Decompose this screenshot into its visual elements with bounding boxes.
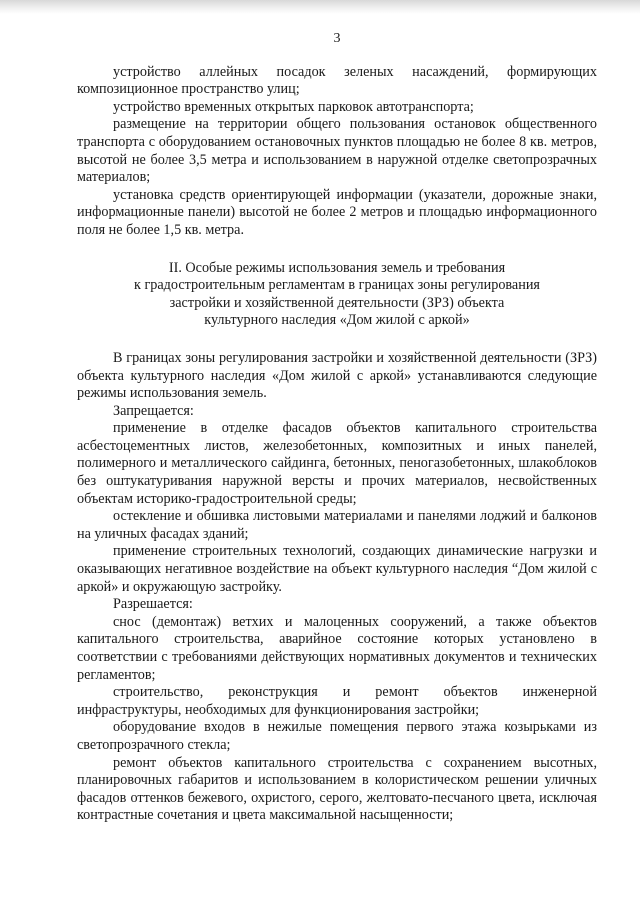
- paragraph: установка средств ориентирующей информации (указатели, дорожные знаки, информационные панели) высотой не более 2 метров и площадью информационного поля не более 1,5 кв. метра.: [77, 186, 597, 238]
- scan-edge-shadow: [0, 0, 640, 14]
- paragraph: остекление и обшивка листовыми материалами и панелями лоджий и балконов на уличных фасадах зданий;: [77, 508, 597, 542]
- paragraph: строительство, реконструкция и ремонт объектов инженерной инфраструктуры, необходимых для функционирования застройки;: [77, 684, 597, 718]
- paragraph: устройство аллейных посадок зеленых насаждений, формирующих композиционное пространство улиц;: [77, 63, 597, 98]
- paragraph: В границах зоны регулирования застройки и хозяйственной деятельности (ЗРЗ) объекта культурного наследия «Дом жилой с аркой» устанавливаются следующие режимы использования земель.: [77, 349, 597, 402]
- paragraph: оборудование входов в нежилые помещения первого этажа козырьками из светопрозрачного стекла;: [77, 719, 597, 753]
- top-paragraphs: [77, 64, 597, 240]
- paragraph: ремонт объектов капитального строительства с сохранением высотных, планировочных габаритов и использованием в колористическом решении уличных фасадов оттенков бежевого, охристого, серого, желтовато-песчаного цвета, исключая контрастные сочетания и цвета максимальной насыщенности;: [77, 754, 597, 824]
- paragraph: размещение на территории общего пользования остановок общественного транспорта с оборудованием остановочных пунктов площадью не более 8 кв. метров, высотой не более 3,5 метра и использованием в наружной отделке светопрозрачных материалов;: [77, 116, 597, 186]
- bottom-paragraphs: [77, 350, 597, 825]
- paragraph: применение строительных технологий, создающих динамические нагрузки и оказывающих негативное воздействие на объект культурного наследия “Дом жилой с аркой» и окружающую застройку.: [77, 543, 597, 595]
- section-heading-line: культурного наследия «Дом жилой с аркой»: [204, 312, 470, 329]
- document-page: [77, 30, 597, 825]
- paragraph: Разрешается:: [113, 596, 193, 613]
- section-heading-line: II. Особые режимы использования земель и требования: [168, 259, 506, 276]
- paragraph: устройство временных открытых парковок автотранспорта;: [113, 98, 474, 115]
- paragraph: снос (демонтаж) ветхих и малоценных сооружений, а также объектов капитального строительства, аварийное состояние которых установлено в соответствии с требованиями действующих нормативных документов и технических регламентов;: [77, 613, 597, 683]
- paragraph: Запрещается:: [113, 402, 194, 419]
- paragraph: применение в отделке фасадов объектов капитального строительства асбестоцементных листов, железобетонных, композитных и иных панелей, полимерного и металлического сайдинга, бетонных, пеногазобетонных, шлакоблоков без оштукатуривания наружной версты и прочих материалов, несвойственных объектам историко-градостроительной среды;: [77, 420, 597, 507]
- section-heading: [77, 260, 597, 330]
- section-heading-line: к градостроительным регламентам в границах зоны регулирования: [134, 277, 540, 294]
- page-number: 3: [333, 31, 341, 46]
- section-heading-line: застройки и хозяйственной деятельности (ЗРЗ) объекта: [169, 294, 505, 311]
